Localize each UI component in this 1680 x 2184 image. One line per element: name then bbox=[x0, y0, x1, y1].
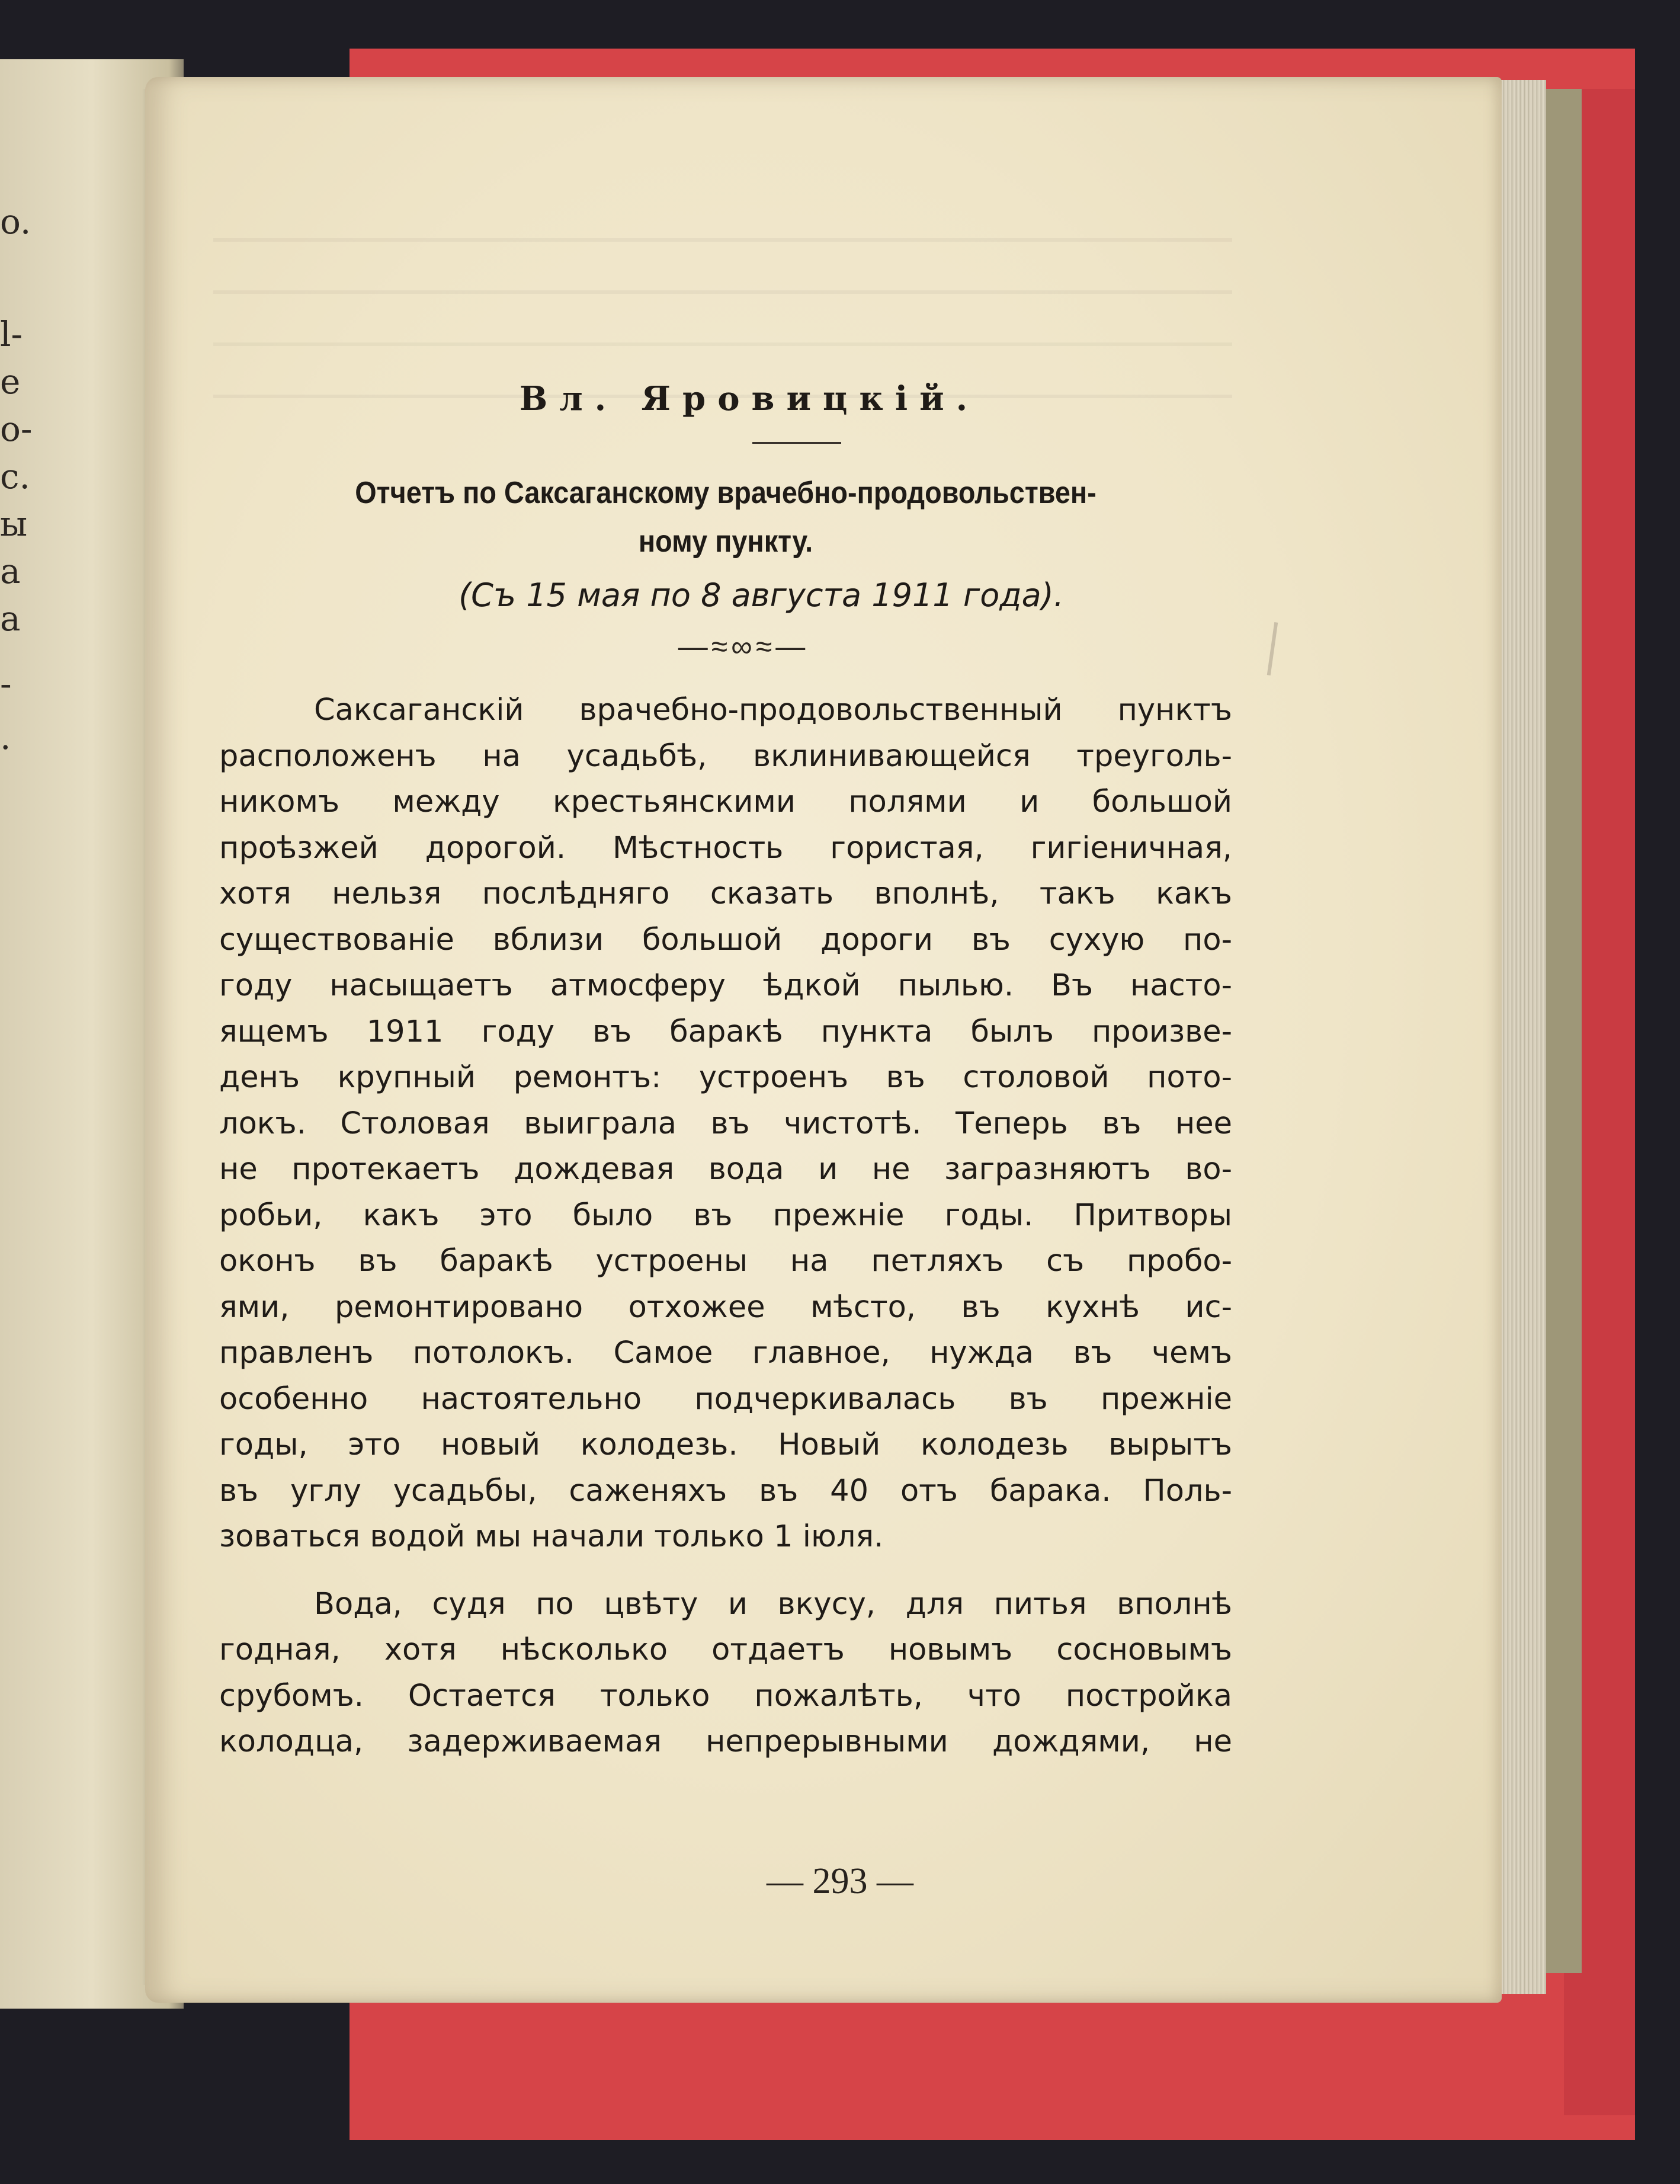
left-page-fragment: - bbox=[0, 664, 12, 704]
text-line: въ углу усадьбы, саженяхъ въ 40 отъ барака. Поль- bbox=[219, 1473, 1232, 1509]
text-line: существованіе вблизи большой дороги въ сухую по- bbox=[219, 922, 1232, 957]
ornament-divider: —≈∞≈— bbox=[678, 630, 809, 663]
text-line: Саксаганскій врачебно-продовольственный пунктъ bbox=[314, 693, 1232, 728]
title-rule bbox=[752, 442, 841, 444]
text-line: Вода, судя по цвѣту и вкусу, для питья вполнѣ bbox=[314, 1586, 1232, 1622]
text-line: правленъ потолокъ. Самое главное, нужда въ чемъ bbox=[219, 1336, 1232, 1370]
left-page-fragment: a bbox=[0, 598, 21, 639]
paragraph-1 bbox=[219, 687, 1232, 1560]
text-line: годная, хотя нѣсколько отдаетъ новымъ сосновымъ bbox=[219, 1632, 1232, 1667]
left-page-fragment: o. bbox=[0, 201, 31, 242]
article-body bbox=[219, 687, 1232, 1765]
text-line: денъ крупный ремонтъ: устроенъ въ столовой пото- bbox=[219, 1060, 1232, 1095]
text-line: не протекаетъ дождевая вода и не загразняютъ во- bbox=[219, 1152, 1232, 1187]
text-line: годы, это новый колодезь. Новый колодезь вырытъ bbox=[219, 1427, 1232, 1462]
left-page-fragment: c. bbox=[0, 456, 30, 497]
left-page-fragment: e bbox=[0, 361, 21, 402]
text-line: ящемъ 1911 году въ баракѣ пункта былъ произве- bbox=[219, 1014, 1232, 1049]
article-title-line: ному пункту. bbox=[638, 524, 813, 559]
left-page-fragment: . bbox=[0, 717, 11, 757]
article bbox=[219, 379, 1232, 1765]
text-line: колодца, задерживаемая непрерывными дождями, не bbox=[219, 1724, 1232, 1759]
text-line: году насыщаетъ атмосферу ѣдкой пылью. Въ насто- bbox=[219, 968, 1232, 1003]
text-line: локъ. Столовая выиграла въ чистотѣ. Теперь въ нее bbox=[219, 1106, 1232, 1141]
text-line: особенно настоятельно подчеркивалась въ прежніе bbox=[219, 1381, 1232, 1417]
left-page-fragment: o- bbox=[0, 409, 33, 449]
text-line: срубомъ. Остается только пожалѣть, что постройка bbox=[219, 1678, 1232, 1714]
left-page-fragment: l- bbox=[0, 314, 23, 354]
text-line: робьи, какъ это было въ прежніе годы. Притворы bbox=[219, 1197, 1232, 1233]
page-number: — 293 — bbox=[767, 1861, 913, 1901]
text-line: ями, ремонтировано отхожее мѣсто, въ кухнѣ ис- bbox=[219, 1289, 1232, 1325]
article-dates: (Съ 15 мая по 8 августа 1911 года). bbox=[459, 577, 1064, 614]
text-line: расположенъ на усадьбѣ, вклинивающейся треуголь- bbox=[219, 738, 1232, 774]
article-title-line: Отчетъ по Саксаганскому врачебно-продовольствен- bbox=[355, 476, 1097, 510]
text-line: хотя нельзя послѣдняго сказать вполнѣ, такъ какъ bbox=[219, 876, 1232, 911]
text-line: проѣзжей дорогой. Мѣстность гористая, гигіеничная, bbox=[219, 830, 1232, 866]
text-line: оконъ въ баракѣ устроены на петляхъ съ пробо- bbox=[219, 1244, 1232, 1279]
left-page-fragment: a bbox=[0, 551, 21, 591]
left-page-fragment: ы bbox=[0, 504, 28, 544]
show-through-texture bbox=[213, 190, 1232, 398]
article-title bbox=[270, 469, 1182, 566]
paragraph-2 bbox=[219, 1581, 1232, 1765]
article-author: Вл. Яровицкій. bbox=[519, 379, 980, 418]
text-line: никомъ между крестьянскими полями и большой bbox=[219, 784, 1232, 819]
text-line: зоваться водой мы начали только 1 іюля. bbox=[219, 1519, 884, 1554]
